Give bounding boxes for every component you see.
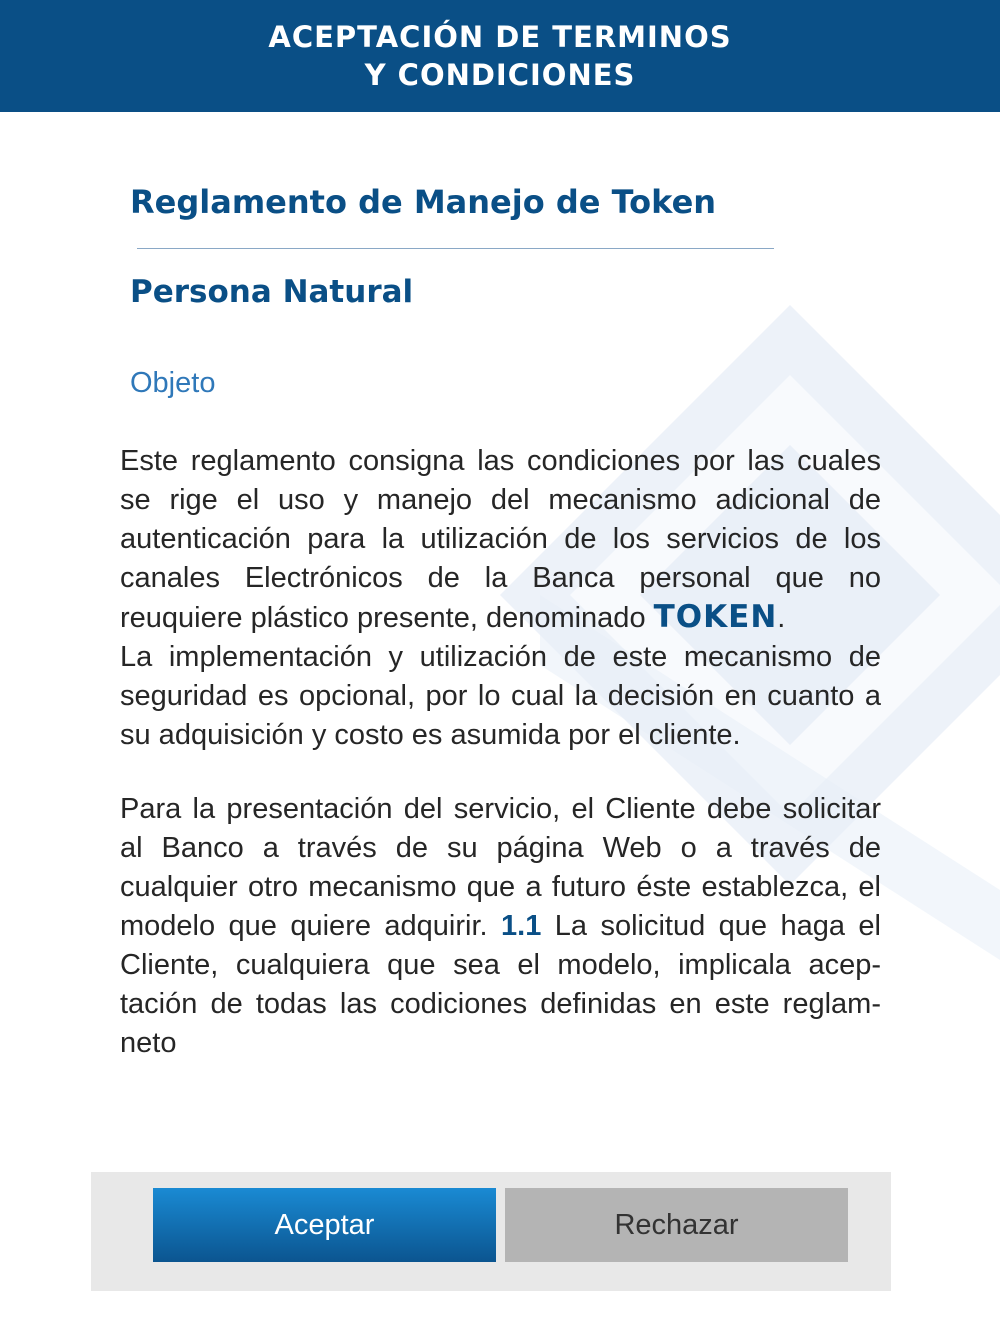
paragraph-text: Para la presentación del servicio, el Cliente debe solicitar al Banco a través de su página Web o a través de cualquier otro mecanismo que a futuro éste establezca, el modelo que quiere adquirir. [120, 793, 881, 942]
paragraph-text: Este reglamento consigna las condiciones por las cuales se rige el uso y manejo del mecanismo adicional de autenticación para la utilización de los servicios de los canales Electrónicos de la Banca personal que no reuquiere plástico presente, denominado [120, 445, 881, 634]
clause-number: 1.1 [501, 910, 542, 942]
reject-button[interactable]: Rechazar [505, 1188, 848, 1262]
paragraph-text: La solicitud que haga el Cliente, cualquiera que sea el modelo, implicala aceptación de todas las codiciones definidas en este reglamneto [120, 910, 881, 1059]
paragraph-text: La implementación y utilización de este mecanismo de seguridad es opcional, por lo cual la decisión en cuanto a su adquisición y costo es asumida por el cliente. [120, 641, 881, 751]
page-title: ACEPTACIÓN DE TERMINOS Y CONDICIONES [268, 20, 732, 92]
document-subtitle: Persona Natural [130, 274, 414, 310]
paragraph-request [120, 790, 881, 1063]
document-title: Reglamento de Manejo de Token [130, 183, 717, 221]
paragraph-object [120, 442, 881, 755]
paragraph-text: . [777, 602, 786, 634]
token-keyword: TOKEN [653, 599, 778, 635]
section-heading: Objeto [130, 367, 216, 399]
accept-button[interactable]: Aceptar [153, 1188, 496, 1262]
title-divider [137, 248, 774, 249]
